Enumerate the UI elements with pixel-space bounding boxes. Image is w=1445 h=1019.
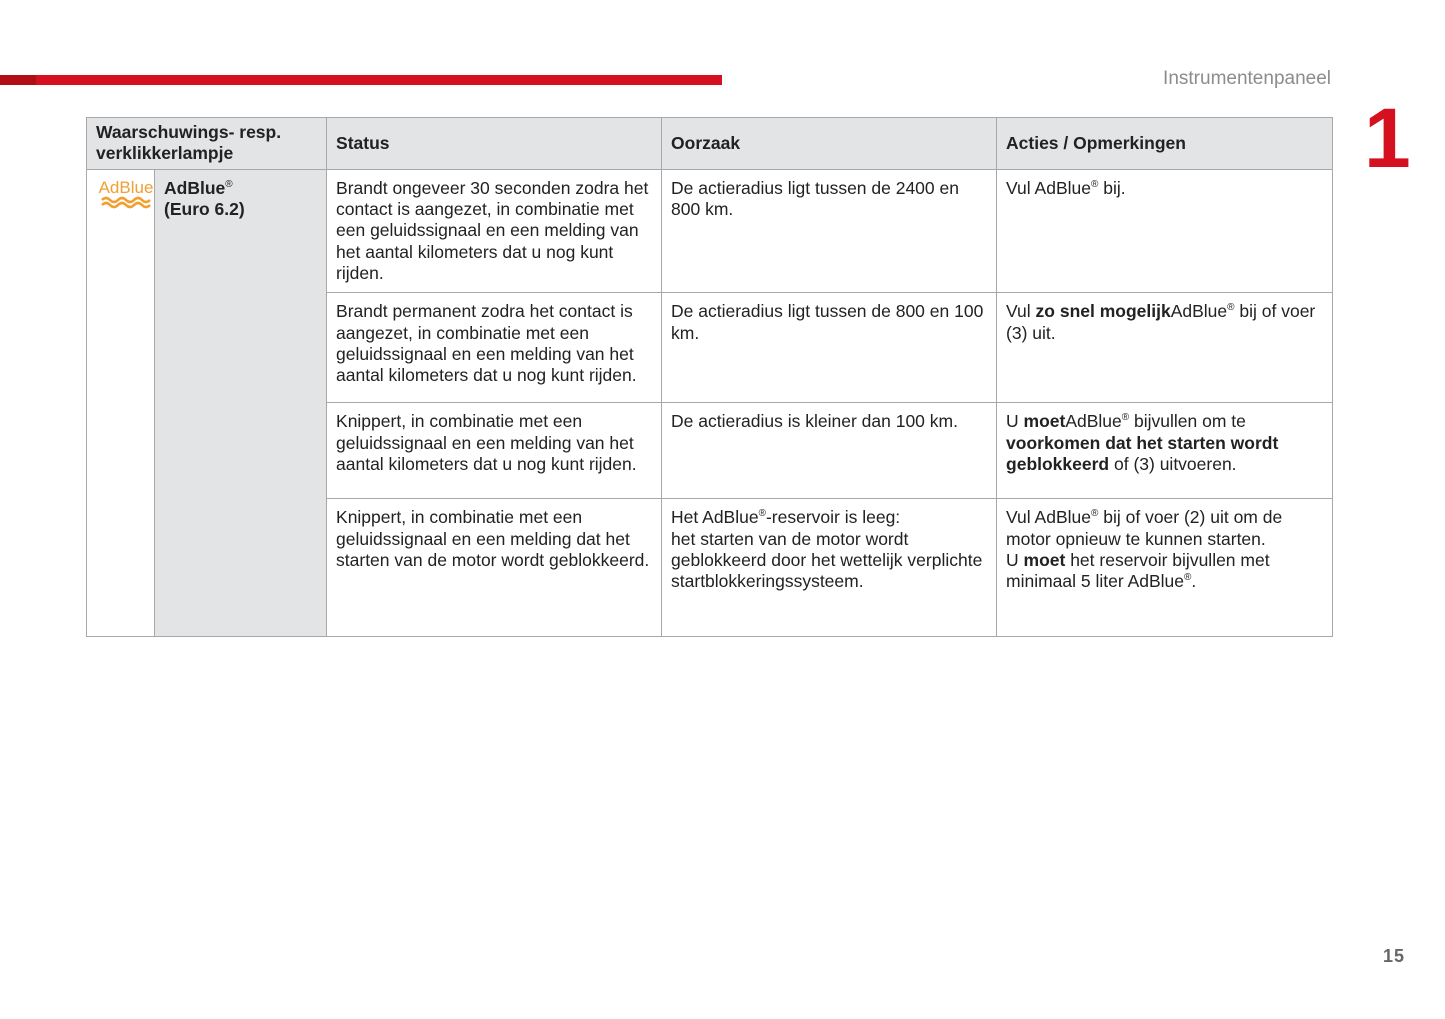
action-cell: Vul zo snel mogelijkAdBlue® bij of voer (3) uit. xyxy=(997,293,1333,403)
cause-cell: De actieradius ligt tussen de 800 en 100 km. xyxy=(662,293,997,403)
column-header-cause: Oorzaak xyxy=(662,118,997,170)
table-header-row xyxy=(87,118,1333,170)
section-title: Instrumentenpaneel xyxy=(1163,68,1331,89)
status-cell: Brandt permanent zodra het contact is aangezet, in combinatie met een geluidssignaal en een melding van het aantal kilometers dat u nog kunt rijden. xyxy=(327,293,662,403)
column-header-lamp: Waarschuwings- resp. verklikkerlampje xyxy=(87,118,327,170)
lamp-norm: (Euro 6.2) xyxy=(164,199,245,220)
cause-cell: Het AdBlue®-reservoir is leeg: het starten van de motor wordt geblokkeerd door het wettelijk verplichte startblokkeringssysteem. xyxy=(662,499,997,637)
lamp-name: AdBlue xyxy=(164,177,226,198)
action-cell: Vul AdBlue® bij. xyxy=(997,169,1333,293)
registered-mark: ® xyxy=(225,178,233,190)
column-header-status: Status xyxy=(327,118,662,170)
adblue-warning-icon xyxy=(96,178,156,210)
action-cell: U moetAdBlue® bijvullen om te voorkomen dat het starten wordt geblokkeerd of (3) uitvoeren. xyxy=(997,403,1333,499)
action-cell: Vul AdBlue® bij of voer (2) uit om de motor opnieuw te kunnen starten. U moet het reservoir bijvullen met minimaal 5 liter AdBlue®. xyxy=(997,499,1333,637)
status-cell: Brandt ongeveer 30 seconden zodra het contact is aangezet, in combinatie met een geluidssignaal en een melding van het aantal kilometers dat u nog kunt rijden. xyxy=(327,169,662,293)
page-number: 15 xyxy=(1382,946,1405,966)
table-row xyxy=(87,169,1333,293)
warning-lamp-table xyxy=(86,117,1333,637)
lamp-icon-cell xyxy=(87,169,155,637)
header-accent-bar-end xyxy=(0,75,36,85)
cause-cell: De actieradius ligt tussen de 2400 en 800 km. xyxy=(662,169,997,293)
header-accent-bar xyxy=(0,75,722,85)
adblue-icon-text: AdBlue xyxy=(98,177,154,197)
lamp-name-cell xyxy=(155,169,327,637)
status-cell: Knippert, in combinatie met een geluidssignaal en een melding dat het starten van de motor wordt geblokkeerd. xyxy=(327,499,662,637)
status-cell: Knippert, in combinatie met een geluidssignaal en een melding van het aantal kilometers dat u nog kunt rijden. xyxy=(327,403,662,499)
cause-cell: De actieradius is kleiner dan 100 km. xyxy=(662,403,997,499)
column-header-actions: Acties / Opmerkingen xyxy=(997,118,1333,170)
chapter-number: 1 xyxy=(1364,91,1411,185)
